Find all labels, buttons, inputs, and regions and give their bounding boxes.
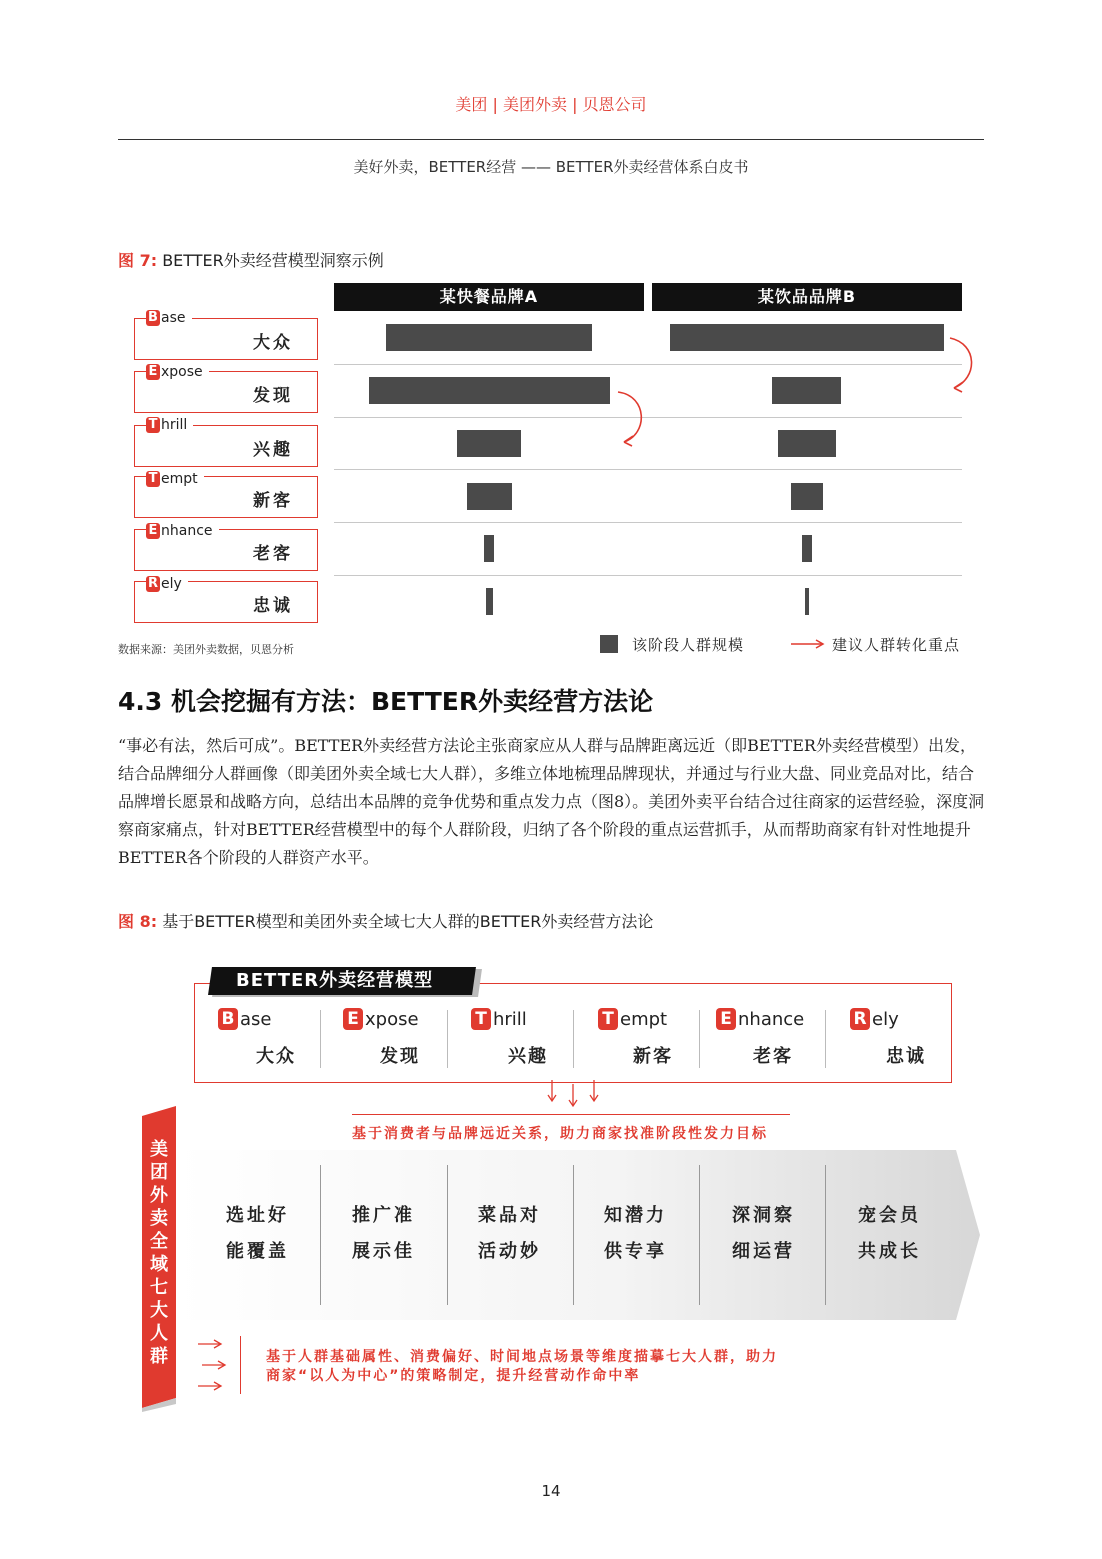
model-letter-badge: B xyxy=(218,1008,238,1030)
down-arrows-icon xyxy=(544,1078,604,1108)
model-divider xyxy=(573,1010,574,1068)
stage-letter-badge: T xyxy=(146,417,160,433)
bar-b-tempt xyxy=(791,483,823,510)
legend-bar-label: 该阶段人群规模 xyxy=(632,636,745,654)
figure7-caption-text: BETTER外卖经营模型洞察示例 xyxy=(162,251,384,270)
stage-cn-label: 兴趣 xyxy=(253,440,293,460)
note-top: 基于消费者与品牌远近关系，助力商家找准阶段性发力目标 xyxy=(352,1126,768,1142)
model-col-cn: 新客 xyxy=(633,1046,673,1067)
stage-en-rest: hrill xyxy=(161,417,188,433)
note-bottom-1: 基于人群基础属性、消费偏好、时间地点场景等维度描摹七大人群，助力 xyxy=(266,1349,778,1365)
model-divider xyxy=(825,1010,826,1068)
model-col-en-rest: ase xyxy=(240,1008,272,1030)
stage-cn-label: 忠诚 xyxy=(253,596,293,616)
method-divider xyxy=(825,1165,826,1305)
header-subtitle: 美好外卖，BETTER经营 —— BETTER外卖经营体系白皮书 xyxy=(353,158,749,176)
bar-b-enhance xyxy=(802,535,812,562)
bar-a-tempt xyxy=(467,483,512,510)
method-col xyxy=(732,1198,795,1270)
row-separator xyxy=(334,522,962,523)
stage-letter-badge: T xyxy=(146,471,160,487)
bar-a-thrill xyxy=(457,430,521,457)
section-title: 4.3 机会挖掘有方法：BETTER外卖经营方法论 xyxy=(118,687,654,716)
model-col-en-rest: ely xyxy=(872,1008,899,1030)
stage-en-rest: xpose xyxy=(161,364,203,380)
model-col-cn: 发现 xyxy=(380,1046,420,1067)
method-line-1: 深洞察 xyxy=(732,1205,795,1226)
model-col-en xyxy=(850,1008,899,1030)
bar-b-expose xyxy=(772,377,841,404)
method-line-2: 细运营 xyxy=(732,1241,795,1262)
method-line-1: 知潜力 xyxy=(604,1205,667,1226)
figure7-caption-number: 图 7: xyxy=(118,251,158,270)
bar-b-thrill xyxy=(778,430,836,457)
section-paragraph: “事必有法，然后可成”。BETTER外卖经营方法论主张商家应从人群与品牌距离远近（即BETTER外卖经营模型）出发，结合品牌细分人群画像（即美团外卖全域七大人群），多维立体地梳理品牌现状，并通过与行业大盘、同业竞品对比，结合品牌增长愿景和战略方向，总结出本品牌的竞争优势和重点发力点（图8）。美团外卖平台结合过往商家的运营经验，深度洞察商家痛点，针对BETTER经营模型中的每个人群阶段，归纳了各个阶段的重点运营抓手，从而帮助商家有针对性地提升BETTER各个阶段的人群资产水平。 xyxy=(118,736,985,867)
bar-a-base xyxy=(386,324,592,351)
brand-b-header: 某饮品品牌B xyxy=(652,283,962,311)
method-line-2: 活动妙 xyxy=(478,1241,541,1262)
stage-letter-badge: E xyxy=(146,364,160,380)
figure7-caption xyxy=(118,248,384,271)
conversion-arrow-icon xyxy=(612,386,652,448)
model-col-cn: 大众 xyxy=(256,1046,296,1067)
method-col xyxy=(226,1198,289,1270)
side-banner-text: 美团外卖全域七大人群 xyxy=(150,1139,168,1367)
stage-en-label xyxy=(146,576,188,592)
legend-arrow-label: 建议人群转化重点 xyxy=(832,636,961,654)
model-letter-badge: E xyxy=(343,1008,363,1030)
model-letter-badge: T xyxy=(471,1008,491,1030)
method-divider xyxy=(573,1165,574,1305)
model-letter-badge: R xyxy=(850,1008,870,1030)
stage-en-label xyxy=(146,471,204,487)
stage-en-rest: ase xyxy=(161,310,186,326)
row-separator xyxy=(334,575,962,576)
stage-en-label xyxy=(146,523,219,539)
method-divider xyxy=(699,1165,700,1305)
conversion-arrow-icon xyxy=(946,334,980,394)
model-col-en-rest: empt xyxy=(620,1008,668,1030)
model-divider xyxy=(699,1010,700,1068)
bar-b-rely xyxy=(805,588,809,615)
method-line-1: 选址好 xyxy=(226,1205,289,1226)
method-divider xyxy=(447,1165,448,1305)
model-col-en xyxy=(598,1008,667,1030)
model-divider xyxy=(320,1010,321,1068)
model-col-en xyxy=(343,1008,419,1030)
note-bottom-2: 商家“以人为中心”的策略制定，提升经营动作命中率 xyxy=(266,1368,641,1384)
model-letter-badge: E xyxy=(716,1008,736,1030)
model-letter-badge: T xyxy=(598,1008,618,1030)
stage-en-rest: empt xyxy=(161,471,198,487)
model-col-en xyxy=(471,1008,527,1030)
model-col-en xyxy=(218,1008,271,1030)
stage-cn-label: 老客 xyxy=(253,544,293,564)
legend-bar-swatch xyxy=(600,635,618,653)
header-brand: 美团 | 美团外卖 | 贝恩公司 xyxy=(455,95,647,114)
row-separator xyxy=(334,364,962,365)
method-line-2: 能覆盖 xyxy=(226,1241,289,1262)
method-line-1: 推广准 xyxy=(352,1205,415,1226)
stage-cn-label: 发现 xyxy=(253,386,293,406)
model-col-cn: 忠诚 xyxy=(886,1046,926,1067)
figure8-caption xyxy=(118,909,653,932)
method-line-2: 展示佳 xyxy=(352,1241,415,1262)
bar-a-expose xyxy=(369,377,610,404)
method-divider xyxy=(320,1165,321,1305)
stage-letter-badge: E xyxy=(146,523,160,539)
right-arrows-icon xyxy=(196,1336,230,1396)
stage-letter-badge: R xyxy=(147,576,158,591)
stage-en-rest: ely xyxy=(161,576,182,592)
figure8-caption-text: 基于BETTER模型和美团外卖全域七大人群的BETTER外卖经营方法论 xyxy=(162,912,654,931)
model-tab-label: BETTER外卖经营模型 xyxy=(236,970,434,991)
legend-arrow-icon xyxy=(790,637,826,651)
method-line-1: 菜品对 xyxy=(478,1205,541,1226)
method-col xyxy=(478,1198,541,1270)
page-number: 14 xyxy=(541,1482,561,1500)
model-divider xyxy=(447,1010,448,1068)
bar-a-rely xyxy=(486,588,493,615)
stage-cn-label: 新客 xyxy=(253,491,293,511)
note-bottom-line xyxy=(240,1336,241,1394)
model-col-en xyxy=(716,1008,804,1030)
note-top-line xyxy=(352,1114,790,1115)
brand-a-header: 某快餐品牌A xyxy=(334,283,644,311)
stage-letter-badge: B xyxy=(146,310,160,326)
stage-en-label xyxy=(146,364,209,380)
model-col-cn: 老客 xyxy=(753,1046,793,1067)
model-col-en-rest: hrill xyxy=(493,1008,527,1030)
row-separator xyxy=(334,469,962,470)
stage-en-rest: nhance xyxy=(161,523,213,539)
figure8-caption-number: 图 8: xyxy=(118,912,158,931)
header-divider xyxy=(118,139,984,140)
stage-cn-label: 大众 xyxy=(253,333,293,353)
stage-en-label xyxy=(146,417,193,433)
bar-a-enhance xyxy=(484,535,494,562)
model-col-cn: 兴趣 xyxy=(508,1046,548,1067)
model-col-en-rest: xpose xyxy=(365,1008,419,1030)
model-tab xyxy=(208,967,476,995)
stage-en-label xyxy=(146,310,192,326)
method-line-2: 供专享 xyxy=(604,1241,667,1262)
method-col xyxy=(352,1198,415,1270)
method-col xyxy=(604,1198,667,1270)
model-col-en-rest: nhance xyxy=(738,1008,805,1030)
method-line-1: 宠会员 xyxy=(858,1205,921,1226)
method-col xyxy=(858,1198,921,1270)
figure7-source: 数据来源：美团外卖数据，贝恩分析 xyxy=(118,643,294,656)
method-line-2: 共成长 xyxy=(858,1241,921,1262)
bar-b-base xyxy=(670,324,944,351)
